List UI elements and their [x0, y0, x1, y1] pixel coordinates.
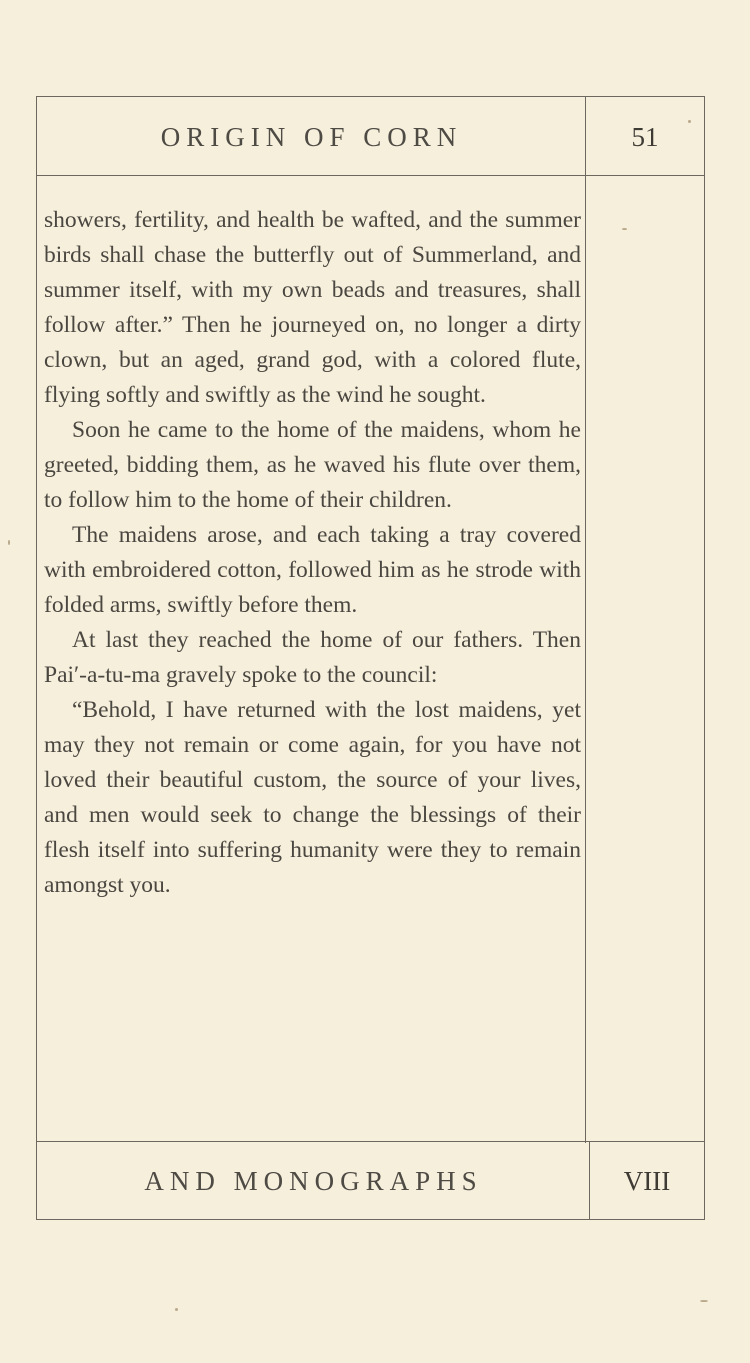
paragraph: Soon he came to the home of the maidens, whom he greeted, bidding them, as he waved his flute over them, to follow him to the home of their children. [44, 417, 581, 513]
paper-speck [688, 120, 691, 123]
paragraph: showers, fertility, and health be wafted, and the summer birds shall chase the butterfly out of Summerland, and summer itself, with my own beads and treasures, shall follow after.” Then he journeyed on, no longer a dirty clown, but an aged, grand god, with a colored flute, flying softly and swiftly as the wind he sought. [44, 207, 581, 408]
paper-speck [8, 540, 10, 545]
footer-rule [37, 1141, 704, 1142]
paragraph: The maidens arose, and each taking a tray covered with embroidered cotton, followed him as he strode with folded arms, swiftly before them. [44, 522, 581, 618]
paper-speck [622, 228, 627, 230]
paragraph: “Behold, I have returned with the lost maidens, yet may they not remain or come again, for you have not loved their beautiful custom, the source of your lives, and men would seek to change the blessings of their flesh itself into suffering humanity were they to remain amongst you. [44, 697, 581, 898]
footer-series-title: AND MONOGRAPHS [144, 1165, 483, 1196]
body-text [44, 203, 581, 903]
page-frame [36, 96, 705, 1220]
paper-speck [175, 1308, 178, 1311]
paragraph: At last they reached the home of our fathers. Then Pai′-a-tu-ma gravely spoke to the council: [44, 627, 581, 688]
running-head-title: ORIGIN OF CORN [160, 121, 463, 152]
page-number: 51 [631, 121, 659, 152]
margin-column-rule [585, 97, 586, 1143]
footer-volume-number: VIII [623, 1165, 671, 1196]
paper-speck [700, 1300, 708, 1302]
